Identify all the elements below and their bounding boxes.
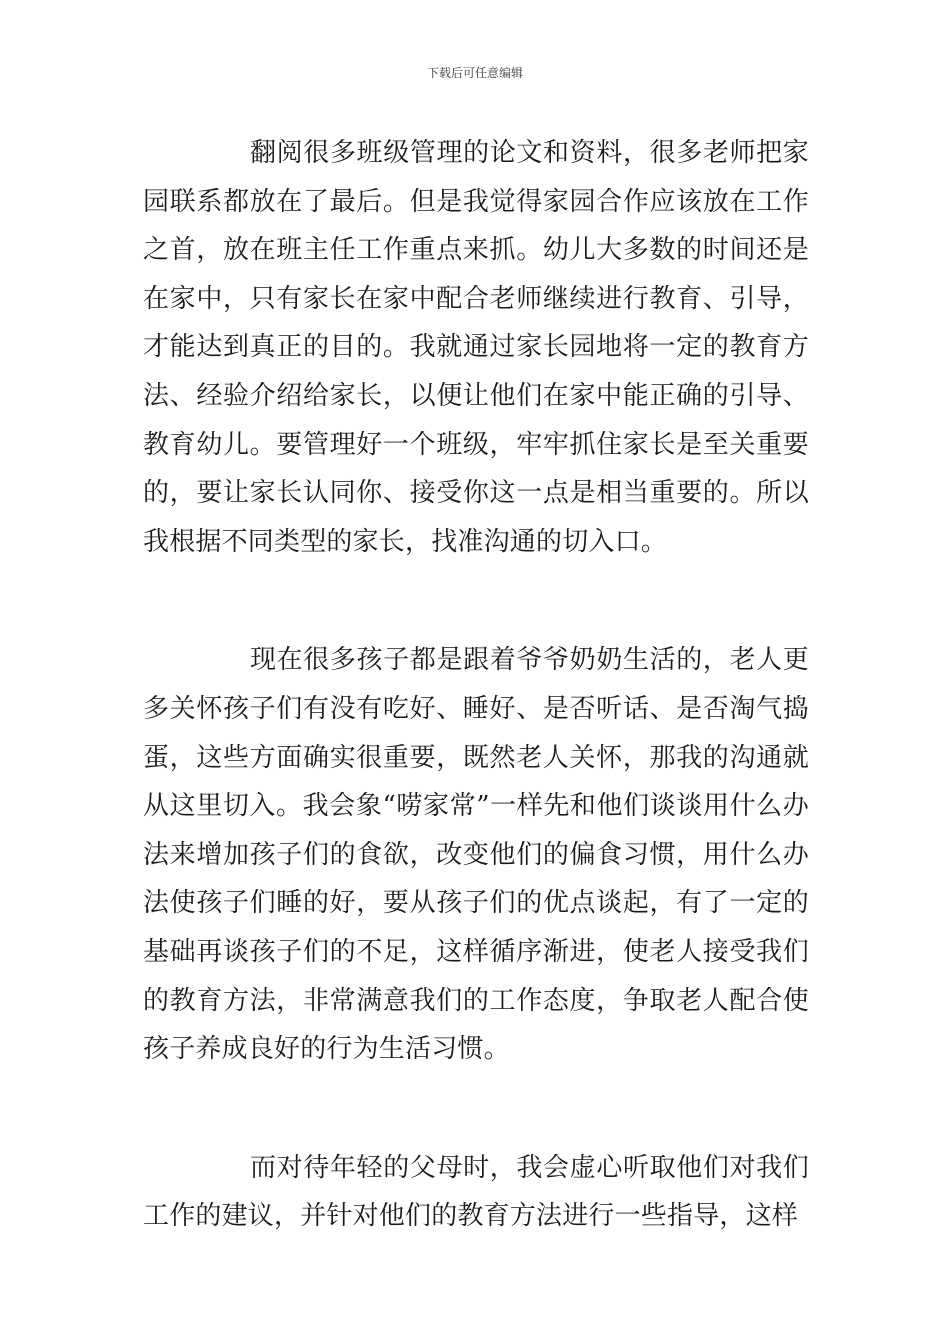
page-header-note: 下载后可任意编辑 xyxy=(426,66,523,80)
paragraph-2: 现在很多孩子都是跟着爷爷奶奶生活的，老人更多关怀孩子们有没有吃好、睡好、是否听话、是否淘气捣蛋，这些方面确实很重要，既然老人关怀，那我的沟通就从这里切入。我会象“唠家常”一样先和他们谈谈用什么办法来增加孩子们的食欲，改变他们的偏食习惯，用什么办法使孩子们睡的好，要从孩子们的优点谈起，有了一定的基础再谈孩子们的不足，这样循序渐进，使老人接受我们的教育方法，非常满意我们的工作态度，争取老人配合使孩子养成良好的行为生活习惯。 xyxy=(143,645,809,1065)
paragraph-3: 而对待年轻的父母时，我会虚心听取他们对我们工作的建议，并针对他们的教育方法进行一些指导，这样 xyxy=(143,1152,809,1232)
document-body xyxy=(143,129,809,1311)
paragraph-1: 翻阅很多班级管理的论文和资料，很多老师把家园联系都放在了最后。但是我觉得家园合作应该放在工作之首，放在班主任工作重点来抓。幼儿大多数的时间还是在家中，只有家长在家中配合老师继续进行教育、引导，才能达到真正的目的。我就通过家长园地将一定的教育方法、经验介绍给家长，以便让他们在家中能正确的引导、教育幼儿。要管理好一个班级，牢牢抓住家长是至关重要的，要让家长认同你、接受你这一点是相当重要的。所以我根据不同类型的家长，找准沟通的切入口。 xyxy=(143,138,809,557)
